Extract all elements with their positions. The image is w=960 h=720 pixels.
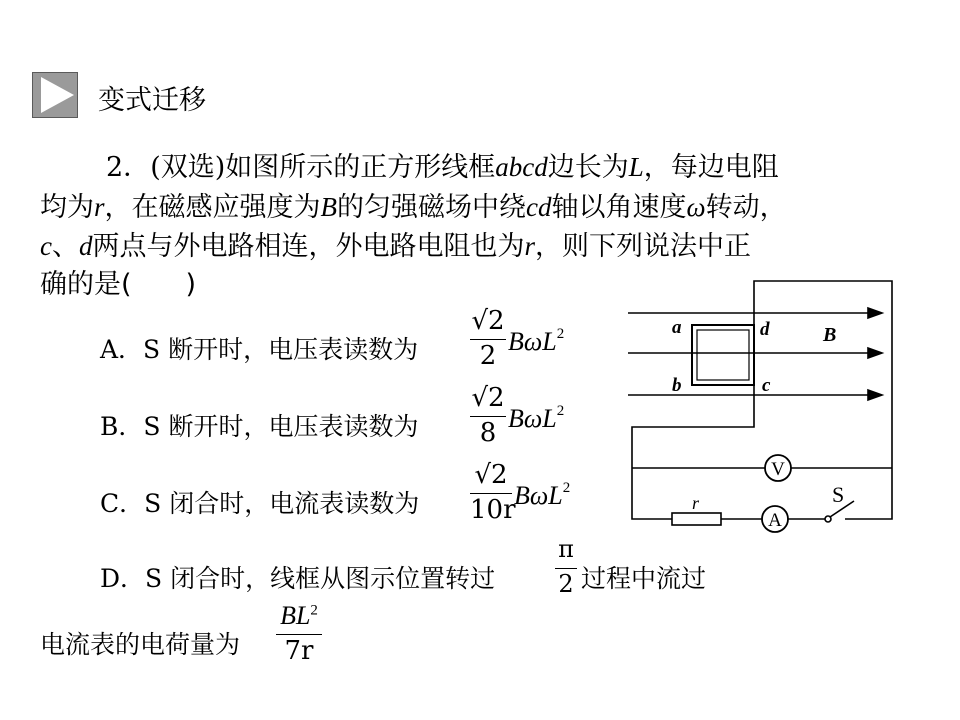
numerator-text: √2	[471, 383, 505, 413]
option-b[interactable]: B．S 断开时，电压表读数为	[100, 412, 419, 441]
question-text-segment: 边长为	[547, 152, 629, 183]
numerator-text: √2	[474, 460, 508, 490]
question-number: 2．	[106, 152, 151, 183]
fraction	[470, 306, 506, 372]
exponent: 2	[562, 480, 571, 496]
math-variable: cd	[526, 192, 552, 222]
fraction	[276, 601, 322, 667]
fraction-numerator	[470, 306, 506, 336]
fraction	[555, 535, 577, 601]
fraction-bar	[470, 339, 506, 340]
question-text-segment: (双选)如图所示的正方形线框	[150, 152, 496, 183]
option-c[interactable]: C．S 闭合时，电流表读数为	[100, 489, 420, 518]
math-variable: L	[628, 152, 644, 182]
question-line	[40, 226, 751, 267]
question-text-segment: 转动，	[705, 192, 787, 223]
square-coil	[692, 325, 754, 385]
fraction-numerator	[276, 601, 322, 631]
formula-tail	[514, 480, 570, 511]
fraction-denominator: 7r	[284, 636, 314, 666]
question-text-segment: 确的是	[40, 269, 121, 300]
fraction-denominator: 2	[558, 570, 574, 598]
formula-term: BωL	[508, 404, 557, 433]
math-variable: B	[320, 192, 338, 222]
question-line	[40, 187, 787, 228]
option-d[interactable]: D．S 闭合时，线框从图示位置转过	[100, 564, 496, 593]
ammeter-label: A	[768, 510, 782, 531]
fraction-numerator	[555, 535, 577, 563]
section-title: 变式迁移	[98, 85, 206, 116]
field-label: B	[823, 324, 837, 346]
math-variable: c	[40, 231, 52, 261]
resistor-label: r	[692, 493, 700, 513]
numerator-text: √2	[471, 306, 505, 336]
math-variable: r	[94, 192, 105, 222]
question-line	[40, 265, 196, 305]
fraction-numerator	[470, 383, 506, 413]
option-d-line-2: 电流表的电荷量为	[40, 630, 241, 659]
option-d-continuation: 过程中流过	[581, 564, 707, 593]
fraction-numerator	[470, 460, 512, 490]
corner-d-label: d	[760, 319, 770, 340]
math-variable: r	[524, 231, 535, 261]
circuit-wires	[632, 281, 892, 519]
fraction	[470, 383, 506, 449]
question-text-segment: 两点与外电路相连，外电路电阻也为	[92, 231, 525, 262]
corner-a-label: a	[672, 317, 682, 338]
fraction-bar	[555, 568, 577, 569]
question-text-segment: ( )	[121, 269, 197, 300]
formula-term: BωL	[508, 327, 557, 356]
question-text-segment: 轴以角速度	[551, 192, 687, 223]
voltmeter-label: V	[771, 459, 785, 480]
question-text-segment: 均为	[40, 192, 94, 223]
question-text-segment: 、	[51, 231, 79, 262]
fraction-denominator: 10r	[470, 495, 516, 525]
voltmeter	[765, 455, 791, 481]
play-triangle-icon	[32, 72, 78, 118]
fraction-denominator: 2	[479, 341, 497, 371]
math-variable: d	[78, 231, 93, 261]
resistor	[672, 513, 721, 525]
question-text-segment: ，每边电阻	[643, 152, 779, 183]
exponent: 2	[556, 326, 565, 342]
math-variable: abcd	[495, 152, 548, 182]
formula-tail	[508, 403, 564, 434]
play-button[interactable]	[32, 72, 78, 118]
question-line	[106, 147, 779, 188]
fraction-denominator: 8	[479, 418, 497, 448]
switch-label: S	[832, 482, 845, 507]
fraction-bar	[470, 416, 506, 417]
numerator-text: π	[558, 535, 574, 563]
formula-tail	[508, 326, 564, 357]
corner-b-label: b	[672, 375, 682, 396]
ammeter	[762, 506, 788, 532]
question-text-segment: ，则下列说法中正	[535, 231, 751, 262]
numerator-text: BL	[280, 601, 311, 630]
exponent: 2	[556, 403, 565, 419]
fraction-bar	[470, 493, 512, 494]
fraction-bar	[276, 634, 322, 635]
question-text-segment: ，在磁感应强度为	[104, 192, 321, 223]
formula-term: BωL	[514, 481, 563, 510]
exponent: 2	[310, 602, 318, 619]
fraction	[470, 460, 516, 526]
question-text-segment: 的匀强磁场中绕	[337, 192, 527, 223]
circuit-diagram	[620, 275, 910, 545]
math-variable: ω	[686, 192, 706, 222]
option-a[interactable]: A．S 断开时，电压表读数为	[100, 335, 419, 364]
corner-c-label: c	[762, 375, 771, 396]
